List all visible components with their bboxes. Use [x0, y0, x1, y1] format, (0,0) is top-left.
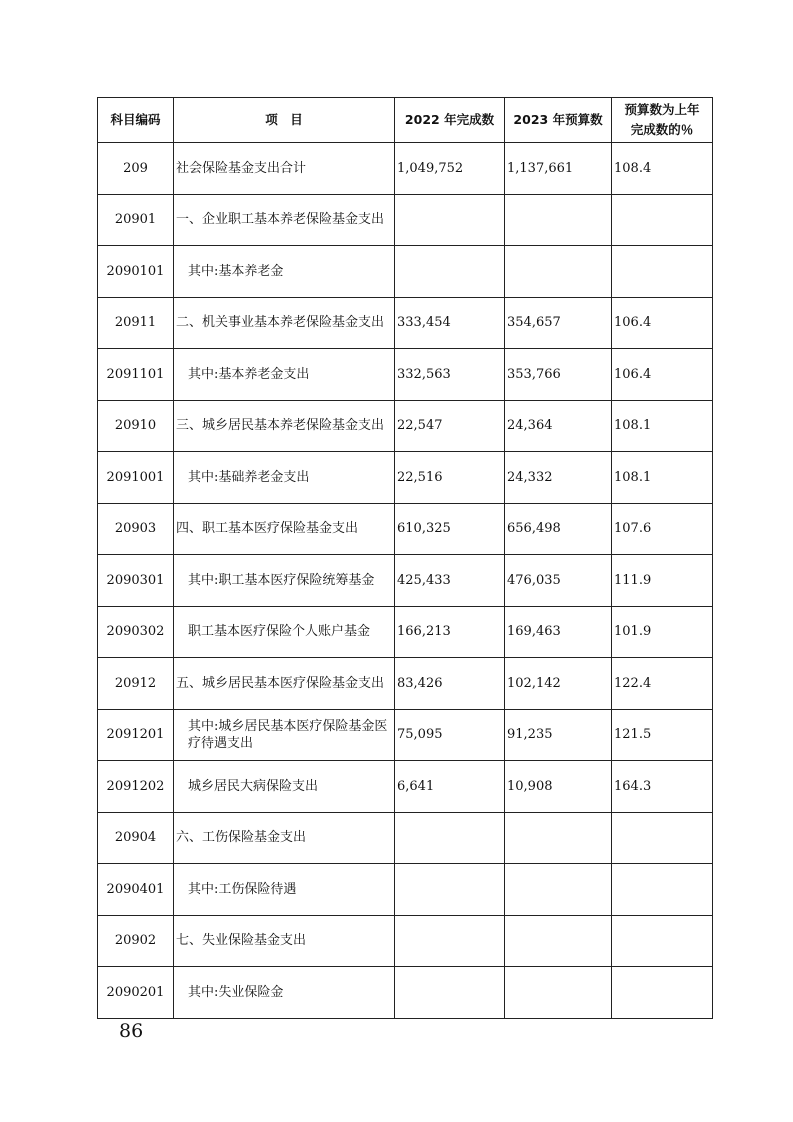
table-row [98, 606, 713, 658]
row-ratio-value: 111.9 [612, 555, 713, 607]
row-item-name: 其中:基本养老金支出 [174, 349, 395, 401]
row-item-name: 四、职工基本医疗保险基金支出 [174, 503, 395, 555]
row-code: 20911 [98, 297, 174, 349]
row-2022-value: 75,095 [395, 709, 505, 761]
page-number: 86 [119, 1020, 144, 1042]
row-code: 2091202 [98, 761, 174, 813]
row-item-name: 七、失业保险基金支出 [174, 915, 395, 967]
row-2023-value [505, 246, 612, 298]
row-item-name: 二、机关事业基本养老保险基金支出 [174, 297, 395, 349]
row-2023-value: 102,142 [505, 658, 612, 710]
row-ratio-value: 101.9 [612, 606, 713, 658]
row-2022-value: 333,454 [395, 297, 505, 349]
row-ratio-value [612, 915, 713, 967]
row-ratio-value: 122.4 [612, 658, 713, 710]
budget-table [97, 97, 713, 1019]
table-row [98, 503, 713, 555]
row-2022-value [395, 967, 505, 1019]
row-item-name: 其中:基础养老金支出 [174, 452, 395, 504]
row-ratio-value: 107.6 [612, 503, 713, 555]
row-item-name: 六、工伤保险基金支出 [174, 812, 395, 864]
row-2023-value: 353,766 [505, 349, 612, 401]
row-ratio-value: 108.1 [612, 452, 713, 504]
header-ratio-line2: 完成数的％ [630, 122, 694, 137]
row-2022-value: 22,547 [395, 400, 505, 452]
row-2023-value: 1,137,661 [505, 143, 612, 195]
row-2022-value: 610,325 [395, 503, 505, 555]
header-2022: 2022 年完成数 [395, 98, 505, 143]
row-2022-value: 332,563 [395, 349, 505, 401]
row-code: 20912 [98, 658, 174, 710]
table-body [98, 143, 713, 1019]
row-2022-value: 6,641 [395, 761, 505, 813]
row-item-name: 其中:失业保险金 [174, 967, 395, 1019]
row-item-name: 社会保险基金支出合计 [174, 143, 395, 195]
table-row [98, 709, 713, 761]
header-ratio [612, 98, 713, 143]
row-ratio-value [612, 194, 713, 246]
row-2022-value: 425,433 [395, 555, 505, 607]
row-code: 209 [98, 143, 174, 195]
row-ratio-value: 164.3 [612, 761, 713, 813]
row-item-name: 一、企业职工基本养老保险基金支出 [174, 194, 395, 246]
table-row [98, 246, 713, 298]
row-2022-value: 1,049,752 [395, 143, 505, 195]
row-code: 2091201 [98, 709, 174, 761]
row-ratio-value [612, 864, 713, 916]
table-row [98, 812, 713, 864]
row-ratio-value: 108.1 [612, 400, 713, 452]
row-item-name: 五、城乡居民基本医疗保险基金支出 [174, 658, 395, 710]
row-2023-value: 10,908 [505, 761, 612, 813]
table-row [98, 864, 713, 916]
row-ratio-value [612, 812, 713, 864]
header-code: 科目编码 [98, 98, 174, 143]
row-ratio-value: 121.5 [612, 709, 713, 761]
row-2023-value: 24,332 [505, 452, 612, 504]
row-2023-value: 354,657 [505, 297, 612, 349]
row-code: 2090302 [98, 606, 174, 658]
header-item: 项 目 [174, 98, 395, 143]
row-code: 20910 [98, 400, 174, 452]
row-2022-value [395, 915, 505, 967]
row-code: 20904 [98, 812, 174, 864]
row-2023-value: 24,364 [505, 400, 612, 452]
row-code: 2090401 [98, 864, 174, 916]
row-2022-value [395, 812, 505, 864]
row-2023-value: 656,498 [505, 503, 612, 555]
row-2023-value [505, 864, 612, 916]
row-code: 2090201 [98, 967, 174, 1019]
row-ratio-value: 106.4 [612, 349, 713, 401]
row-code: 20902 [98, 915, 174, 967]
table-row [98, 452, 713, 504]
row-ratio-value [612, 246, 713, 298]
row-item-name: 其中:基本养老金 [174, 246, 395, 298]
row-code: 20901 [98, 194, 174, 246]
row-2022-value: 22,516 [395, 452, 505, 504]
row-2022-value: 166,213 [395, 606, 505, 658]
row-code: 2090101 [98, 246, 174, 298]
row-code: 2090301 [98, 555, 174, 607]
row-2022-value [395, 194, 505, 246]
row-2023-value: 476,035 [505, 555, 612, 607]
row-ratio-value [612, 967, 713, 1019]
row-2022-value [395, 864, 505, 916]
table-row [98, 761, 713, 813]
table-row [98, 194, 713, 246]
row-code: 2091101 [98, 349, 174, 401]
header-2023: 2023 年预算数 [505, 98, 612, 143]
table-row [98, 297, 713, 349]
row-2022-value: 83,426 [395, 658, 505, 710]
table-header-row [98, 98, 713, 143]
row-2023-value [505, 967, 612, 1019]
row-item-name: 三、城乡居民基本养老保险基金支出 [174, 400, 395, 452]
row-code: 2091001 [98, 452, 174, 504]
table-row [98, 400, 713, 452]
row-ratio-value: 108.4 [612, 143, 713, 195]
table-row [98, 967, 713, 1019]
table-row [98, 658, 713, 710]
row-item-name: 城乡居民大病保险支出 [174, 761, 395, 813]
row-item-name: 职工基本医疗保险个人账户基金 [174, 606, 395, 658]
header-ratio-line1: 预算数为上年 [624, 102, 700, 117]
row-ratio-value: 106.4 [612, 297, 713, 349]
row-2022-value [395, 246, 505, 298]
table-row [98, 915, 713, 967]
table-row [98, 143, 713, 195]
row-item-name: 其中:工伤保险待遇 [174, 864, 395, 916]
row-item-name: 其中:职工基本医疗保险统筹基金 [174, 555, 395, 607]
table-row [98, 555, 713, 607]
row-2023-value [505, 812, 612, 864]
row-2023-value [505, 915, 612, 967]
row-2023-value: 91,235 [505, 709, 612, 761]
row-2023-value: 169,463 [505, 606, 612, 658]
table-row [98, 349, 713, 401]
row-2023-value [505, 194, 612, 246]
row-item-name: 其中:城乡居民基本医疗保险基金医疗待遇支出 [174, 709, 395, 761]
row-code: 20903 [98, 503, 174, 555]
